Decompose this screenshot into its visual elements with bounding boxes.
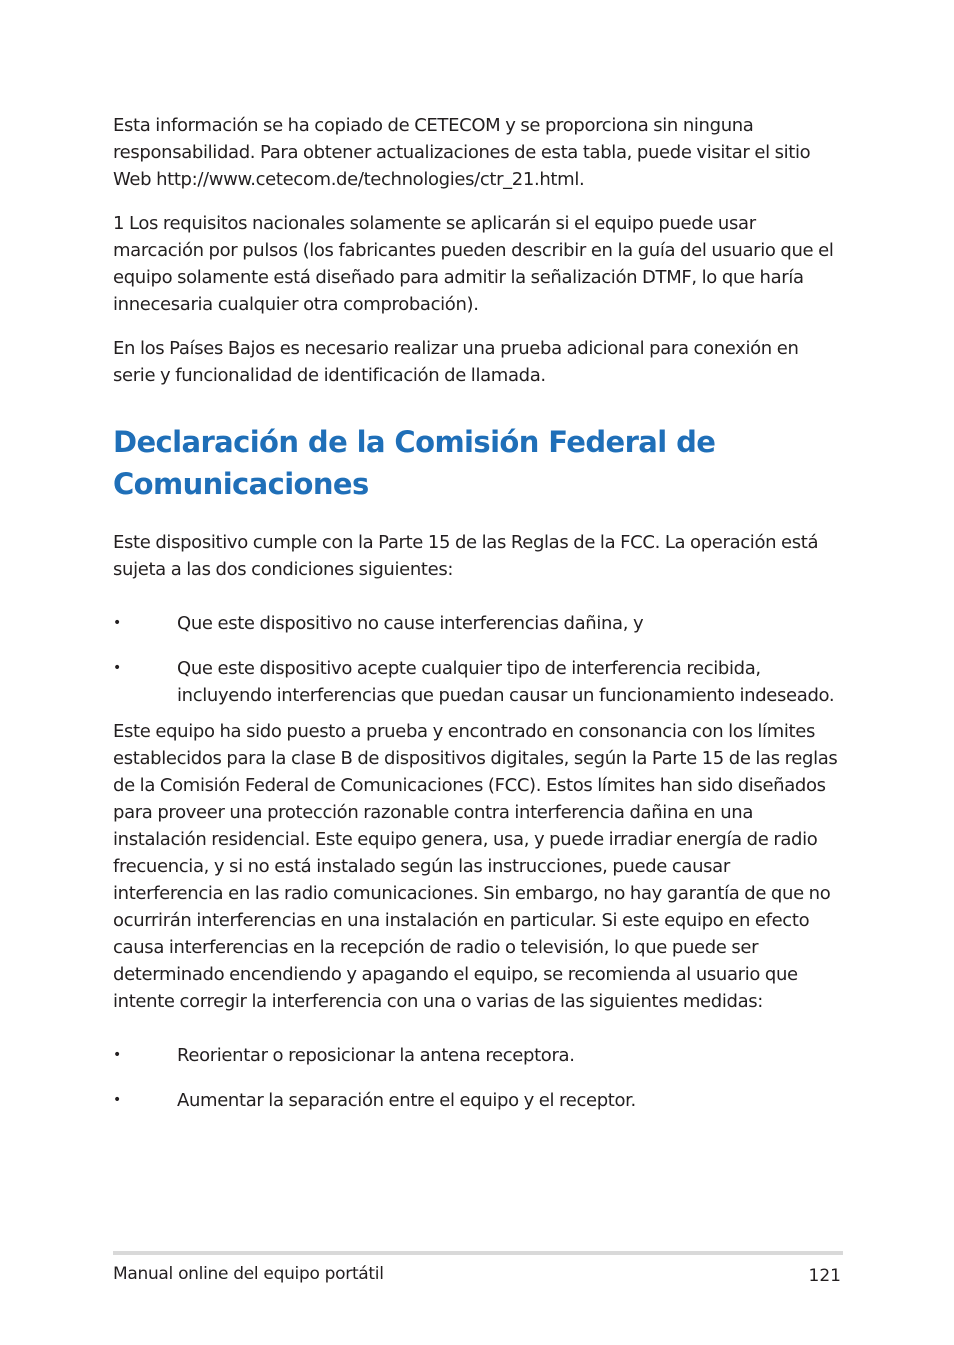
list-item [113, 1042, 843, 1069]
list-item [113, 610, 843, 637]
conditions-list [113, 610, 843, 709]
measures-list [113, 1042, 843, 1114]
page-content [113, 112, 843, 1132]
fcc-compliance-paragraph: Este dispositivo cumple con la Parte 15 de las Reglas de la FCC. La operación está sujeta a las dos condiciones siguientes: [113, 532, 819, 580]
bullet-icon: • [113, 1047, 121, 1063]
condition-text: Que este dispositivo acepte cualquier tipo de interferencia recibida, incluyendo interferencias que puedan causar un funcionamiento indeseado. [177, 658, 835, 706]
measure-text: Aumentar la separación entre el equipo y el receptor. [177, 1090, 636, 1111]
list-item [113, 655, 843, 709]
section-title: Declaración de la Comisión Federal de Comunicaciones [113, 425, 716, 501]
bullet-icon: • [113, 615, 121, 631]
bullet-icon: • [113, 660, 121, 676]
condition-text: Que este dispositivo no cause interferencias dañina, y [177, 613, 644, 634]
list-item [113, 1087, 843, 1114]
bullet-icon: • [113, 1092, 121, 1108]
footer-manual-title: Manual online del equipo portátil [113, 1264, 384, 1284]
fcc-limits-paragraph: Este equipo ha sido puesto a prueba y encontrado en consonancia con los límites establecidos para la clase B de dispositivos digitales, según la Parte 15 de las reglas de la Comisión Federal de Comunicaciones (FCC). Estos límites han sido diseñados para proveer una protección razonable contra interferencia dañina en una instalación residencial. Este equipo genera, usa, y puede irradiar energía de radio frecuencia, y si no está instalado según las instrucciones, puede causar interferencia en las radio comunicaciones. Sin embargo, no hay garantía de que no ocurrirán interferencias en una instalación en particular. Si este equipo en efecto causa interferencias en la recepción de radio o televisión, lo que puede ser determinado encendiendo y apagando el equipo, se recomienda al usuario que intente corregir la interferencia con una o varias de las siguientes medidas: [113, 721, 838, 1012]
footer-divider [113, 1251, 843, 1255]
intro-paragraph-source: Esta información se ha copiado de CETECOM y se proporciona sin ninguna responsabilidad. Para obtener actualizaciones de esta tabla, puede visitar el sitio Web http://www.cetecom.de/technologies/ctr_21.html. [113, 115, 811, 190]
intro-paragraph-footnote: 1 Los requisitos nacionales solamente se aplicarán si el equipo puede usar marcación por pulsos (los fabricantes pueden describir en la guía del usuario que el equipo solamente está diseñado para admitir la señalización DTMF, lo que haría innecesaria cualquier otra comprobación). [113, 213, 834, 315]
page-number: 121 [808, 1266, 841, 1286]
measure-text: Reorientar o reposicionar la antena receptora. [177, 1045, 575, 1066]
intro-paragraph-netherlands: En los Países Bajos es necesario realizar una prueba adicional para conexión en serie y funcionalidad de identificación de llamada. [113, 338, 799, 386]
